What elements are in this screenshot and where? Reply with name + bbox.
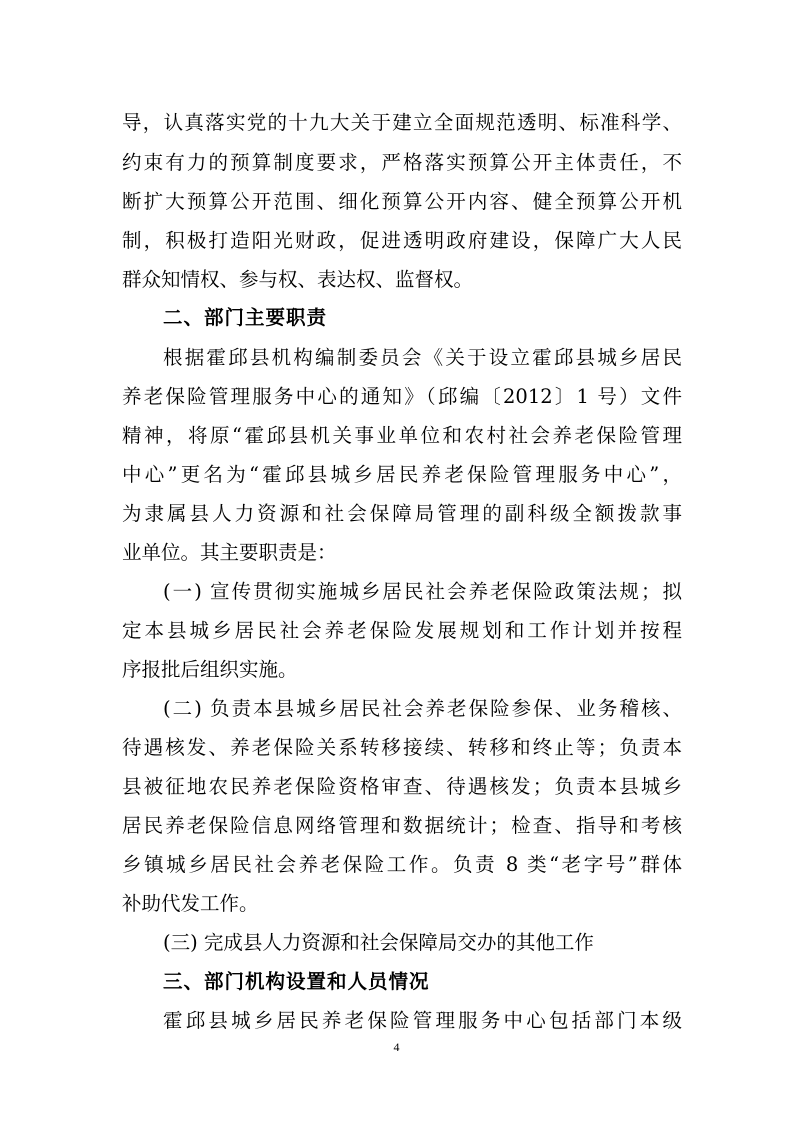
paragraph-line: 养老保险管理服务中心的通知》（邱编〔2012〕1 号）文件 xyxy=(122,385,682,408)
section-heading: 三、部门机构设置和人员情况 xyxy=(163,970,430,993)
paragraph-line: 待遇核发、养老保险关系转移接续、转移和终止等；负责本 xyxy=(122,736,682,759)
paragraph-line: 导，认真落实党的十九大关于建立全面规范透明、标准科学、 xyxy=(122,111,682,134)
paragraph-line: 为隶属县人力资源和社会保障局管理的副科级全额拨款事 xyxy=(122,502,682,525)
page-number: 4 xyxy=(393,1040,400,1054)
paragraph-line: (二) 负责本县城乡居民社会养老保险参保、业务稽核、 xyxy=(163,697,682,720)
paragraph-line: 居民养老保险信息网络管理和数据统计；检查、指导和考核 xyxy=(122,814,682,837)
paragraph-line: 约束有力的预算制度要求，严格落实预算公开主体责任，不 xyxy=(122,151,682,174)
section-heading: 二、部门主要职责 xyxy=(163,306,328,329)
paragraph-line: 根据霍邱县机构编制委员会《关于设立霍邱县城乡居民 xyxy=(163,346,682,369)
paragraph-line: 制，积极打造阳光财政，促进透明政府建设，保障广大人民 xyxy=(122,229,682,252)
paragraph-line: 序报批后组织实施。 xyxy=(122,658,298,681)
paragraph-line: (一) 宣传贯彻实施城乡居民社会养老保险政策法规；拟 xyxy=(163,580,682,603)
paragraph-line: 群众知情权、参与权、表达权、监督权。 xyxy=(122,268,474,291)
paragraph-line: (三) 完成县人力资源和社会保障局交办的其他工作 xyxy=(163,931,594,954)
paragraph-line: 定本县城乡居民社会养老保险发展规划和工作计划并按程 xyxy=(122,619,682,642)
paragraph-line: 补助代发工作。 xyxy=(122,892,259,915)
paragraph-line: 精神，将原“霍邱县机关事业单位和农村社会养老保险管理 xyxy=(122,424,682,447)
paragraph-line: 中心”更名为“霍邱县城乡居民养老保险管理服务中心”， xyxy=(122,463,682,486)
paragraph-line: 断扩大预算公开范围、细化预算公开内容、健全预算公开机 xyxy=(122,190,682,213)
paragraph-line: 业单位。其主要职责是： xyxy=(122,541,337,564)
paragraph-line: 霍邱县城乡居民养老保险管理服务中心包括部门本级 xyxy=(163,1009,682,1032)
paragraph-line: 乡镇城乡居民社会养老保险工作。负责 8 类“老字号”群体 xyxy=(122,853,682,876)
paragraph-line: 县被征地农民养老保险资格审查、待遇核发；负责本县城乡 xyxy=(122,775,682,798)
